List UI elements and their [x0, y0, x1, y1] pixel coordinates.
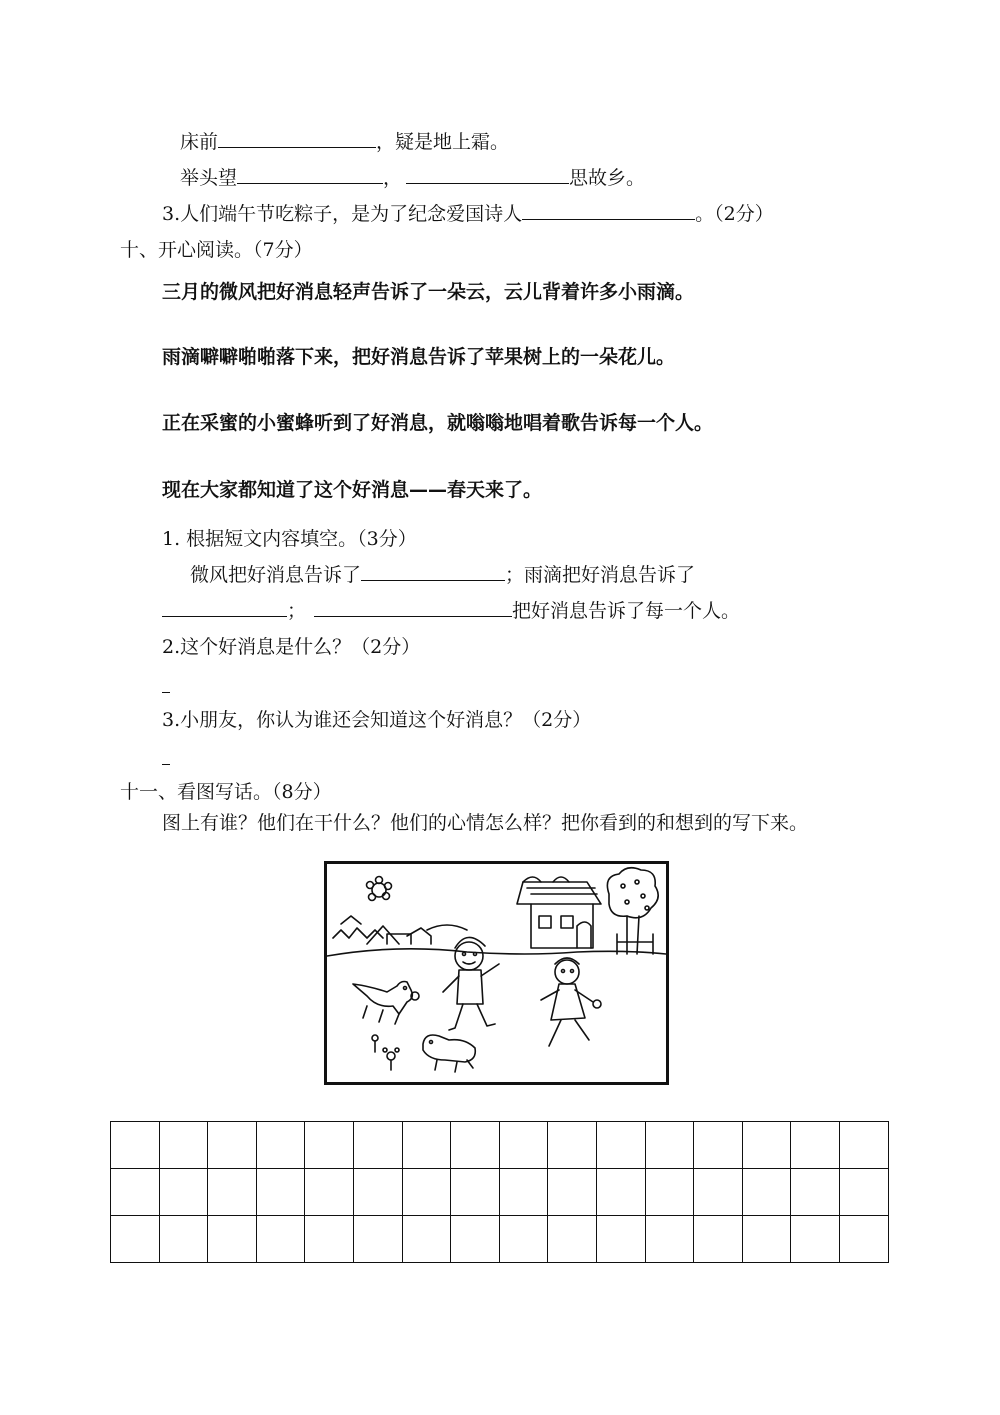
grid-cell[interactable]: [451, 1169, 500, 1216]
poem-line-2-start: 举头望: [180, 167, 238, 189]
grid-row: [111, 1216, 889, 1263]
answer-line-q3[interactable]: [162, 764, 170, 765]
grid-cell[interactable]: [111, 1216, 160, 1263]
grid-cell[interactable]: [548, 1122, 597, 1169]
grid-cell[interactable]: [159, 1169, 208, 1216]
spring-scene-drawing: [327, 864, 666, 1082]
passage-paragraph-4: 现在大家都知道了这个好消息——春天来了。: [162, 479, 543, 501]
grid-cell[interactable]: [742, 1169, 791, 1216]
grid-cell[interactable]: [548, 1169, 597, 1216]
grid-cell[interactable]: [208, 1122, 257, 1169]
section-11-heading: 十一、看图写话。（8分）: [120, 781, 332, 803]
grid-cell[interactable]: [548, 1216, 597, 1263]
grid-cell[interactable]: [499, 1169, 548, 1216]
grid-cell[interactable]: [791, 1122, 840, 1169]
answer-blank-poem-1[interactable]: [218, 129, 376, 148]
answer-blank-q1-1[interactable]: [361, 562, 505, 581]
grid-cell[interactable]: [208, 1169, 257, 1216]
grid-cell[interactable]: [256, 1169, 305, 1216]
passage-paragraph-1: 三月的微风把好消息轻声告诉了一朵云，云儿背着许多小雨滴。: [162, 281, 695, 303]
grid-cell[interactable]: [791, 1216, 840, 1263]
question-1-text-b: ；雨滴把好消息告诉了: [505, 564, 696, 586]
grid-row: [111, 1122, 889, 1169]
grid-cell[interactable]: [402, 1216, 451, 1263]
fence-icon: [333, 928, 383, 938]
grid-cell[interactable]: [451, 1216, 500, 1263]
girl-icon: [541, 958, 601, 1046]
grid-cell[interactable]: [353, 1169, 402, 1216]
grid-cell[interactable]: [111, 1122, 160, 1169]
grid-cell[interactable]: [499, 1216, 548, 1263]
poem-line-2-end: 思故乡。: [569, 167, 646, 189]
grid-cell[interactable]: [742, 1122, 791, 1169]
grid-cell[interactable]: [256, 1122, 305, 1169]
grid-cell[interactable]: [596, 1169, 645, 1216]
house-icon: [517, 877, 601, 948]
question-1-line-2: [162, 598, 740, 624]
grid-cell[interactable]: [645, 1216, 694, 1263]
section-11-prompt: 图上有谁？他们在干什么？他们的心情怎么样？把你看到的和想到的写下来。: [162, 812, 809, 834]
grid-cell[interactable]: [159, 1122, 208, 1169]
grid-cell[interactable]: [694, 1122, 743, 1169]
grid-cell[interactable]: [499, 1122, 548, 1169]
boy-icon: [411, 937, 499, 1030]
passage-paragraph-2: 雨滴噼噼啪啪落下来，把好消息告诉了苹果树上的一朵花儿。: [162, 346, 676, 368]
answer-blank-poet[interactable]: [522, 201, 695, 220]
grid-cell[interactable]: [256, 1216, 305, 1263]
grid-row: [111, 1169, 889, 1216]
question-1-line-1: [190, 562, 695, 588]
grid-cell[interactable]: [596, 1122, 645, 1169]
grid-cell[interactable]: [451, 1122, 500, 1169]
grid-cell[interactable]: [159, 1216, 208, 1263]
grid-cell[interactable]: [353, 1122, 402, 1169]
grid-cell[interactable]: [596, 1216, 645, 1263]
grid-cell[interactable]: [353, 1216, 402, 1263]
poem-line-2: [180, 165, 645, 191]
answer-blank-poem-2[interactable]: [237, 165, 383, 184]
question-1-sep: ；: [287, 600, 307, 622]
grid-cell[interactable]: [694, 1169, 743, 1216]
sun-icon: [367, 877, 392, 901]
poem-line-1-start: 床前: [180, 131, 219, 153]
answer-blank-q1-3[interactable]: [314, 598, 512, 617]
question-2-label: 2.这个好消息是什么？（2分）: [162, 636, 421, 658]
puppy-icon: [423, 1035, 475, 1072]
grid-cell[interactable]: [694, 1216, 743, 1263]
question-1-label: 1. 根据短文内容填空。（3分）: [162, 528, 417, 550]
grid-cell[interactable]: [305, 1169, 354, 1216]
grid-cell[interactable]: [305, 1122, 354, 1169]
tree-icon: [607, 868, 658, 954]
question-dragon-boat-text: 3.人们端午节吃粽子，是为了纪念爱国诗人: [162, 203, 523, 225]
grid-cell[interactable]: [791, 1169, 840, 1216]
passage-paragraph-3: 正在采蜜的小蜜蜂听到了好消息，就嗡嗡地唱着歌告诉每一个人。: [162, 412, 714, 434]
writing-grid: [110, 1121, 889, 1263]
grid-cell[interactable]: [645, 1122, 694, 1169]
flower-icon: [372, 1035, 399, 1070]
grid-cell[interactable]: [839, 1216, 888, 1263]
answer-line-q2[interactable]: [162, 692, 170, 693]
spring-illustration: [324, 861, 669, 1085]
question-3-label: 3.小朋友，你认为谁还会知道这个好消息？（2分）: [162, 709, 592, 731]
poem-line-1-end: ，疑是地上霜。: [376, 131, 510, 153]
grid-cell[interactable]: [645, 1169, 694, 1216]
section-10-heading: 十、开心阅读。（7分）: [120, 239, 313, 261]
poem-line-2-mid: ，: [383, 167, 403, 189]
grid-cell[interactable]: [305, 1216, 354, 1263]
question-1-text-end: 把好消息告诉了每一个人。: [512, 600, 741, 622]
answer-blank-poem-3[interactable]: [406, 165, 569, 184]
dog-icon: [353, 982, 412, 1025]
poem-line-1: [180, 129, 509, 155]
grid-cell[interactable]: [839, 1122, 888, 1169]
question-dragon-boat: [162, 201, 774, 227]
grid-cell[interactable]: [839, 1169, 888, 1216]
answer-blank-q1-2[interactable]: [162, 598, 287, 617]
grid-cell[interactable]: [402, 1122, 451, 1169]
grid-cell[interactable]: [742, 1216, 791, 1263]
grid-cell[interactable]: [402, 1169, 451, 1216]
grid-cell[interactable]: [208, 1216, 257, 1263]
grid-cell[interactable]: [111, 1169, 160, 1216]
question-1-text-a: 微风把好消息告诉了: [190, 564, 362, 586]
question-dragon-boat-end: 。（2分）: [695, 203, 774, 225]
